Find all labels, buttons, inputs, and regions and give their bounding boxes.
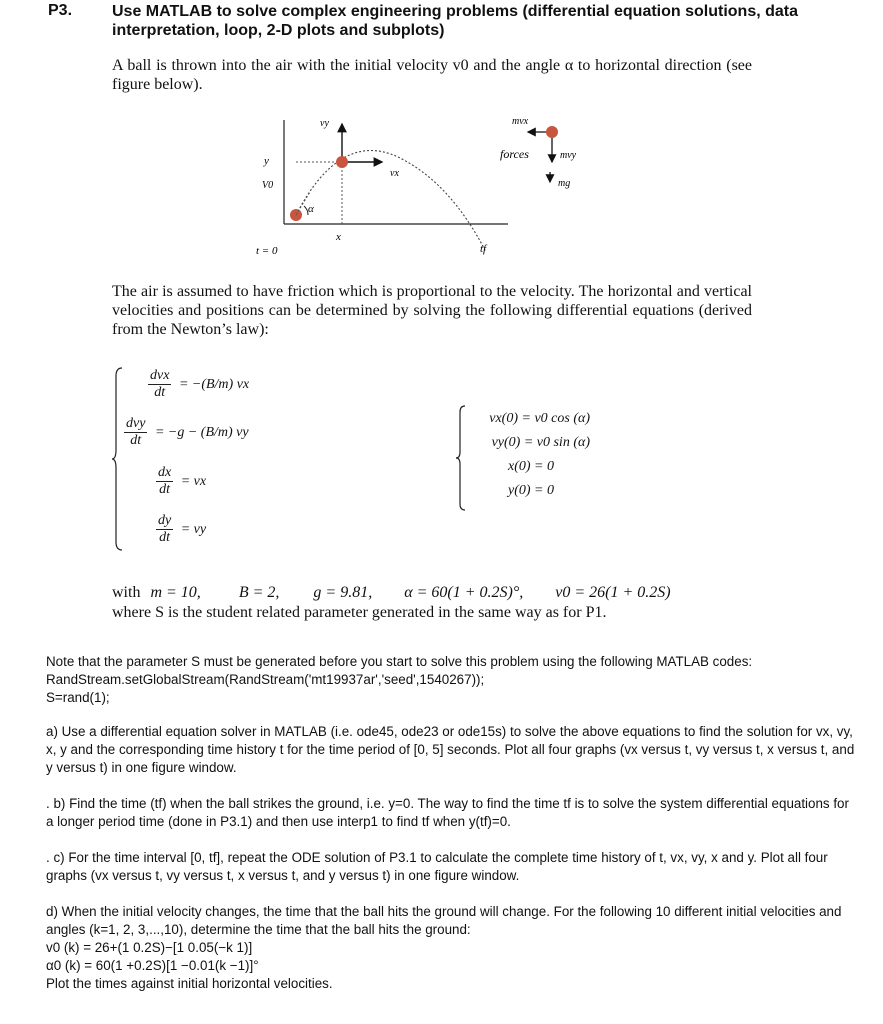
part-c: . c) For the time interval [0, tf], repeat the ODE solution of P3.1 to calculate the complete time history of t, vx, vy, x and y. Plot all four graphs (vx versus t, vy versus t, x versus t, and y versus t) in one figure window. (46, 850, 828, 883)
ode-row-4: $\frac{dy}{dt}$ = vy (158, 513, 207, 545)
part-a: a) Use a differential equation solver in MATLAB (i.e. ode45, ode23 or ode15s) to solve the above equations to find the solution for vx, vy, x, y and the corresponding time history t for the time period of [0, 5] seconds. Plot all four graphs (vx versus t, vy versus t, x versus t, and y versus t) in one figure window. (46, 724, 855, 775)
projectile-figure (250, 112, 600, 262)
label-forces: forces (500, 147, 529, 161)
part-d-intro: d) When the initial velocity changes, the time that the ball hits the ground will change. For the following 10 different initial velocities and angles (k=1, 2, 3,...,10), determine the time that the ball hits the ground: (46, 904, 842, 937)
part-b: . b) Find the time (tf) when the ball strikes the ground, i.e. y=0. The way to find the time tf is to solve the system differential equations for a longer period time (done in P3.1) and then use interp1 to find tf when y(tf)=0. (46, 796, 849, 829)
label-mg: mg (558, 178, 571, 189)
label-tf: tf (480, 243, 487, 255)
initial-brace (456, 404, 466, 512)
label-x: x (336, 231, 341, 243)
part-d-v0: v0 (k) = 26+(1 0.2S)−[1 0.05(−k 1)] (46, 940, 253, 955)
note-block (46, 653, 856, 707)
parameters-line (112, 583, 812, 623)
code-line-1: RandStream.setGlobalStream(RandStream('mt19937ar','seed',1540267)); (46, 672, 485, 687)
ode-row-3: $\frac{dx}{dt}$ = vx (158, 465, 207, 497)
label-mvx: mvx (512, 116, 529, 127)
param-v0: v0 = 26(1 + 0.2S) (555, 584, 671, 601)
note-line: Note that the parameter S must be generated before you start to solve this problem using the following MATLAB codes: (46, 654, 753, 669)
label-y: y (264, 155, 269, 167)
label-t0: t = 0 (256, 245, 278, 257)
ball-apex (336, 156, 348, 168)
label-vy: vy (320, 118, 329, 129)
trajectory-arc (296, 150, 486, 252)
problem-number: P3. (48, 2, 73, 19)
ode-row-2: dvy dt = −g − (B/m) vy (126, 416, 249, 448)
where-line: where S is the student related parameter generated in the same way as for P1. (112, 604, 607, 621)
part-d-plot: Plot the times against initial horizontal velocities. (46, 976, 333, 991)
friction-paragraph: The air is assumed to have friction which is proportional to the velocity. The horizontal and vertical velocities and positions can be determined by solving the following differential equations (derived from the Newton’s law): (112, 283, 752, 338)
ic-x: x(0) = 0 (508, 459, 554, 474)
ic-vy: vy(0) = v0 sin (α) (491, 435, 590, 450)
param-alpha: α = 60(1 + 0.2S)°, (404, 584, 524, 601)
param-b: B = 2, (238, 584, 280, 601)
code-line-2: S=rand(1); (46, 690, 110, 705)
intro-paragraph: A ball is thrown into the air with the initial velocity v0 and the angle α to horizontal direction (see figure below). (112, 57, 752, 93)
with-prefix: with (112, 584, 141, 601)
part-d-a0: α0 (k) = 60(1 +0.2S)[1 −0.01(k −1)]° (46, 958, 259, 973)
ode-brace (112, 366, 124, 552)
label-alpha: α (308, 203, 314, 215)
label-mvy: mvy (560, 150, 577, 161)
label-v0: V0 (262, 180, 274, 191)
param-m: m = 10, (150, 584, 201, 601)
ode-row-1: dvx dt = −(B/m) vx (150, 368, 250, 400)
part-d (46, 903, 856, 993)
ic-vx: vx(0) = v0 cos (α) (489, 411, 590, 426)
problem-title: Use MATLAB to solve complex engineering problems (differential equation solutions, data interpretation, loop, 2-D plots and subplots) (112, 3, 799, 39)
ic-y: y(0) = 0 (508, 483, 554, 498)
ball-forces (546, 126, 558, 138)
initial-conditions (468, 407, 590, 503)
label-vx: vx (390, 168, 399, 179)
param-g: g = 9.81, (313, 584, 373, 601)
